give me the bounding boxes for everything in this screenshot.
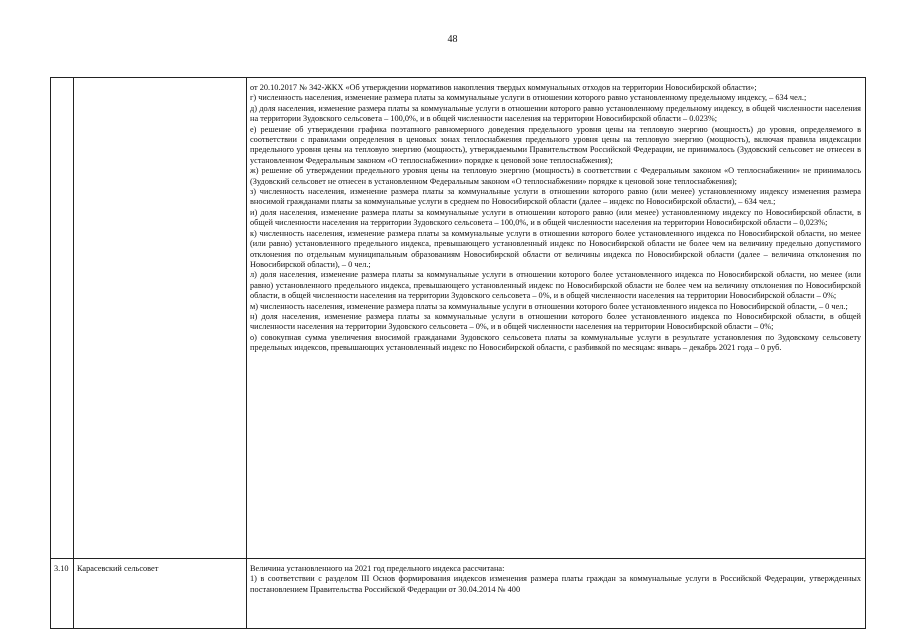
- paragraph: з) численность населения, изменение размера платы за коммунальные услуги в отношении которого равно (или менее) установленному индексу изменения размера вносимой гражданами платы за коммунальные услуги в среднем по Новосибирской области (далее – индекс по Новосибирской области), – 634 чел.;: [250, 187, 861, 207]
- paragraph: е) решение об утверждении графика поэтапного равномерного доведения предельного уровня цены на тепловую энергию (мощность) до уровня, определяемого в соответствии с правилами определения в ценовых зонах теплоснабжения предельного уровня цены на тепловую энергию (мощность), включая правила индексации предельного уровня цены на тепловую энергию (мощность), утверждаемыми Правительством Российской Федерации, не принималось (Зудовский сельсовет не отнесен в установленном Федеральным законом «О теплоснабжении» порядке к ценовой зоне теплоснабжения);: [250, 124, 861, 165]
- paragraph: о) совокупная сумма увеличения вносимой гражданами Зудовского сельсовета платы за коммунальные услуги в результате установления по Зудовскому сельсовету предельных индексов, превышающих установленный индекс по Новосибирской области, с разбивкой по месяцам: январь – декабрь 2021 года – 0 руб.: [250, 332, 861, 353]
- page-number: 48: [447, 34, 458, 45]
- row-number-cell: [51, 78, 74, 559]
- description-cell: [247, 559, 866, 629]
- paragraph: Величина установленного на 2021 год предельного индекса рассчитана:: [250, 564, 505, 573]
- document-table: [50, 77, 866, 629]
- paragraph: к) численность населения, изменение размера платы за коммунальные услуги в отношении которого более установленного индекса по Новосибирской области, но менее (или равно) установленного предельного индекса, превышающего установленный индекс по Новосибирской области не более чем на величину предельно допустимого отклонения по отдельным муниципальным образованиям Новосибирской области от величины индекса по Новосибирской области (далее – величина отклонения по Новосибирской области), – 0 чел.;: [250, 228, 861, 269]
- paragraph: н) доля населения, изменение размера платы за коммунальные услуги в отношении которого более установленного индекса по Новосибирской области, в общей численности населения на территории Зудовского сельсовета – 0%, и в общей численности населения на территории Новосибирской области – 0%;: [250, 311, 861, 332]
- row-number-cell: 3.10: [51, 559, 74, 629]
- paragraph: 1) в соответствии с разделом III Основ формирования индексов изменения размера платы граждан за коммунальные услуги в Российской Федерации, утвержденных постановлением Правительства Российской Федерации от 30.04.2014 № 400: [250, 574, 861, 594]
- paragraph: м) численность населения, изменение размера платы за коммунальные услуги в отношении которого более установленного индекса по Новосибирской области, – 0 чел.;: [250, 301, 848, 311]
- table-row: [51, 78, 866, 559]
- paragraph: г) численность населения, изменение размера платы за коммунальные услуги в отношении которого равно установленному предельному индексу, – 634 чел.;: [250, 93, 807, 103]
- paragraph: д) доля населения, изменение размера платы за коммунальные услуги в отношении которого равно установленному предельному индексу, в общей численности населения на территории Зудовского сельсовета – 100,0%, и в общей численности населения на территории Новосибирской области – 0.023%;: [250, 103, 861, 124]
- paragraph: и) доля населения, изменение размера платы за коммунальные услуги в отношении которого равно (или менее) установленному индексу по Новосибирской области, в общей численности населения на территории Зудовского сельсовета – 100,0%, и в общей численности населения на территории Новосибирской области – 0,023%;: [250, 207, 861, 228]
- paragraph: л) доля населения, изменение размера платы за коммунальные услуги в отношении которого более установленного индекса по Новосибирской области, но менее (или равно) установленного предельного индекса, превышающего установленный индекс по Новосибирской области не более чем на величину отклонения по Новосибирской области, в общей численности населения на территории Зудовского сельсовета – 0%, и в общей численности населения на территории Новосибирской области – 0%;: [250, 270, 861, 301]
- settlement-name-cell: Карасевский сельсовет: [74, 559, 247, 629]
- description-cell: [247, 78, 866, 559]
- paragraph: от 20.10.2017 № 342-ЖКХ «Об утверждении нормативов накопления твердых коммунальных отходов на территории Новосибирской области»;: [250, 83, 757, 92]
- table-row: [51, 559, 866, 629]
- paragraph: ж) решение об утверждении предельного уровня цены на тепловую энергию (мощность) в соответствии с Федеральным законом «О теплоснабжении» не принималось (Зудовский сельсовет не отнесен в установленном Федеральным законом «О теплоснабжении» порядке к ценовой зоне теплоснабжения);: [250, 166, 861, 186]
- settlement-name-cell: [74, 78, 247, 559]
